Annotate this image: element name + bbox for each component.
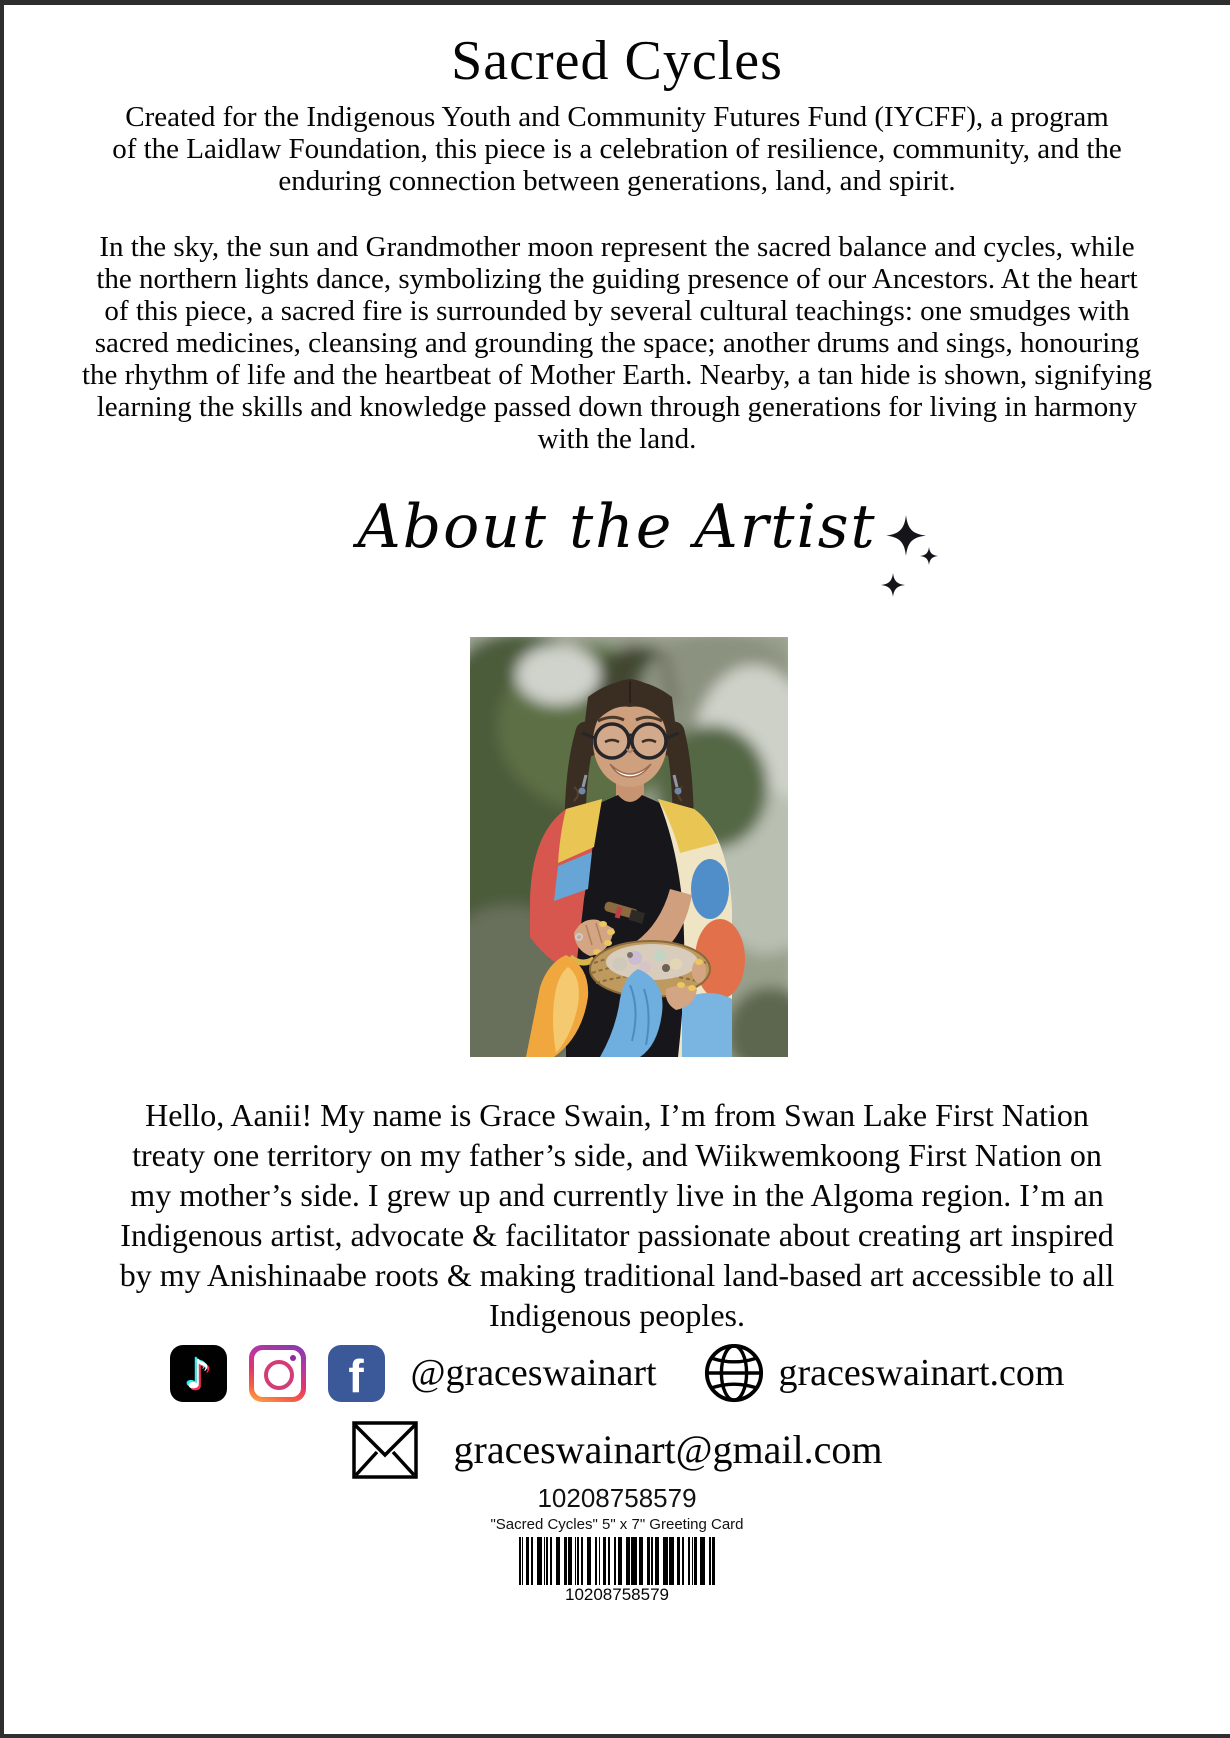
- card-content: [4, 5, 1230, 1603]
- social-handle: @graceswainart: [410, 1352, 657, 1394]
- globe-icon: [703, 1342, 765, 1404]
- artist-photo: [470, 637, 788, 1057]
- instagram-flash-dot: [290, 1355, 296, 1361]
- barcode: [517, 1537, 717, 1603]
- website-url: graceswainart.com: [778, 1352, 1065, 1394]
- social-row: [4, 1343, 1230, 1403]
- product-caption: "Sacred Cycles" 5" x 7" Greeting Card: [490, 1516, 744, 1533]
- intro-paragraph: Created for the Indigenous Youth and Community Futures Fund (IYCFF), a program of the Laidlaw Foundation, this piece is a celebration of resilience, community, and the enduring connection between generations, land, and spirit.: [112, 101, 1122, 197]
- email-address: graceswainart@gmail.com: [453, 1427, 883, 1472]
- sparkle-icon: [872, 511, 944, 611]
- artist-photo-illustration: [470, 637, 788, 1057]
- artist-bio-paragraph: Hello, Aanii! My name is Grace Swain, I’m from Swan Lake First Nation treaty one territory on my father’s side, and Wiikwemkoong First Nation on my mother’s side. I grew up and currently live in the Algoma region. I’m an Indigenous artist, advocate & facilitator passionate about creating art inspired by my Anishinaabe roots & making traditional land-based art accessible to all Indigenous peoples.: [119, 1097, 1115, 1333]
- sku-number: 10208758579: [537, 1483, 697, 1513]
- instagram-icon: [249, 1345, 306, 1402]
- envelope-icon: [352, 1421, 418, 1479]
- barcode-bars: [517, 1537, 717, 1585]
- tiktok-note-glyph: ♪: [185, 1352, 211, 1398]
- instagram-lens: [264, 1360, 294, 1390]
- card-title: Sacred Cycles: [451, 30, 783, 92]
- email-row: [4, 1417, 1230, 1483]
- tiktok-icon: [170, 1345, 227, 1402]
- barcode-label: 10208758579: [517, 1586, 717, 1603]
- facebook-f-glyph: f: [348, 1350, 364, 1402]
- facebook-icon: [328, 1345, 385, 1402]
- artwork-description-paragraph: In the sky, the sun and Grandmother moon represent the sacred balance and cycles, while the northern lights dance, symbolizing the guiding presence of our Ancestors. At the heart of this piece, a sacred fire is surrounded by several cultural teachings: one smudges with sacred medicines, cleansing and grounding the space; another drums and sings, honouring the rhythm of life and the heartbeat of Mother Earth. Nearby, a tan hide is shown, signifying learning the skills and knowledge passed down through generations for living in harmony with the land.: [82, 231, 1153, 455]
- about-the-artist-heading: About the Artist: [357, 492, 877, 562]
- about-heading-row: [4, 483, 1230, 571]
